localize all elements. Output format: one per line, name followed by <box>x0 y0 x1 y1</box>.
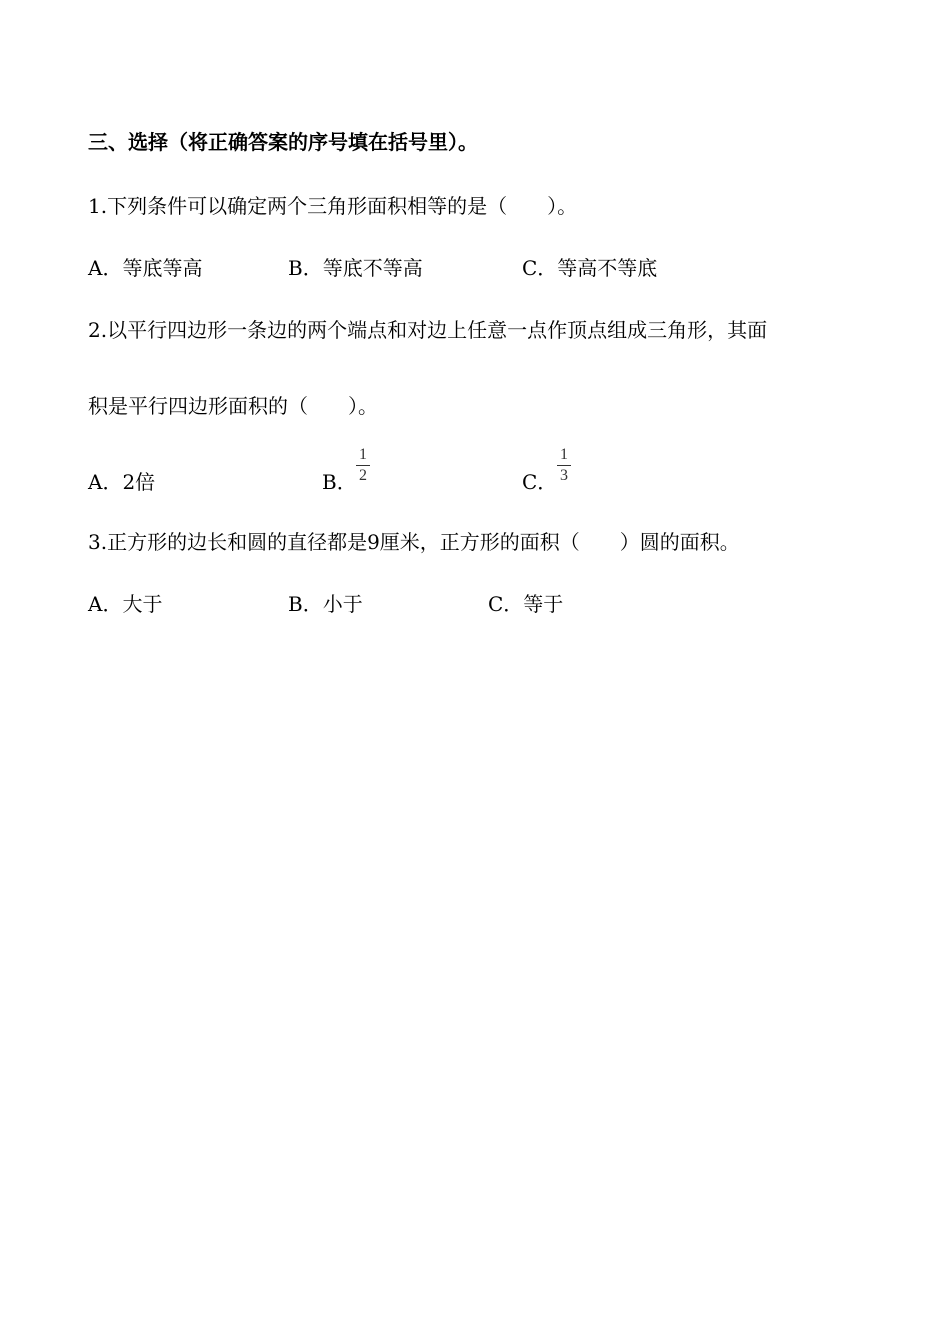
question-2-option-b: B． <box>322 470 357 494</box>
fraction-one-half <box>356 446 370 485</box>
question-2-option-c: C． <box>522 470 558 494</box>
question-1-option-c: C．等高不等底 <box>522 256 658 280</box>
question-2-option-a: A．2倍 <box>88 470 156 494</box>
fraction-numerator: 1 <box>560 446 568 463</box>
fraction-numerator: 1 <box>359 446 367 463</box>
fraction-bar <box>557 465 571 466</box>
question-2-text-line-1: 2.以平行四边形一条边的两个端点和对边上任意一点作顶点组成三角形，其面 <box>88 318 768 342</box>
fraction-bar <box>356 465 370 466</box>
question-3-option-a: A．大于 <box>88 592 163 616</box>
question-2-text-line-2: 积是平行四边形面积的（ ）。 <box>88 394 378 418</box>
question-1-option-a: A．等底等高 <box>88 256 203 280</box>
section-heading: 三、选择（将正确答案的序号填在括号里）。 <box>88 130 478 154</box>
fraction-denominator: 3 <box>560 467 568 484</box>
question-1-option-b: B．等底不等高 <box>288 256 423 280</box>
question-3-option-b: B．小于 <box>288 592 363 616</box>
question-3-text: 3.正方形的边长和圆的直径都是9厘米，正方形的面积（ ）圆的面积。 <box>88 530 740 554</box>
fraction-denominator: 2 <box>359 467 367 484</box>
question-1-text: 1.下列条件可以确定两个三角形面积相等的是（ ）。 <box>88 194 578 218</box>
fraction-one-third <box>557 446 571 485</box>
question-3-option-c: C．等于 <box>488 592 564 616</box>
